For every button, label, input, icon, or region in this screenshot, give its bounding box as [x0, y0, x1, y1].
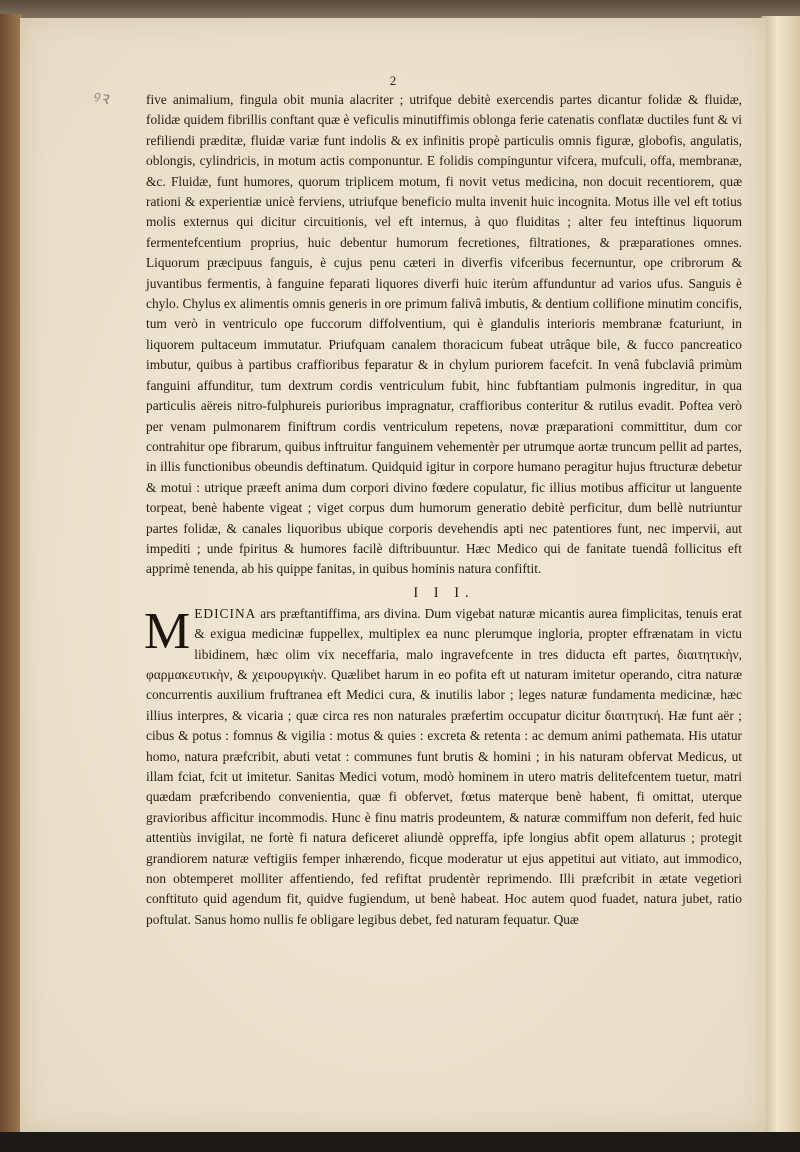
- book-page-stack: [760, 16, 800, 1136]
- book-page: [20, 18, 766, 1132]
- opening-word: EDICINA: [194, 605, 257, 621]
- margin-annotation: ꝰꝛ: [92, 88, 110, 108]
- book-spine-edge: [0, 14, 22, 1134]
- section-heading: I I I.: [413, 584, 475, 601]
- scan-bottom-border: [0, 1132, 800, 1152]
- paragraph-2-text: ars præftantiffima, ars divina. Dum vigebat naturæ micantis aurea fimplicitas, tenuis erat & exigua medicinæ fuppellex, multiplex ea nunc plerumque ingloria, propter effrænatam in victu libidinem, hæc olim vix neceffaria, malo ingravefcente in tres diducta eft partes, διαιτητικὴν, φαρμακευτικὴν, & χειρουργικὴν. Quælibet harum in eo pofita eft ut naturam imitetur operando, citra naturæ concurrentis auxilium fruftranea eft Medici cura, & inutilis labor ; leges naturæ fundamenta medicinæ, hæc illius interpres, & vicaria ; quæ circa res non naturales præfertim occupatur dicitur διαιτητική. Hæ funt aër ; cibus & potus : fomnus & vigilia : motus & quies : excreta & retenta : ac demum animi pathemata. His utatur homo, natura præfcribit, abuti vetat : communes funt brutis & homini ; in his naturam obfervat Medicus, ut illam fciat, fcit ut imitetur. Sanitas Medici votum, modò hominem in utero matris delitefcentem tuetur, matri quædam præfcribendo convenientia, quæ fi obfervet, fœtus materque benè habent, fi omittat, uterque gravioribus afficitur incommodis. Hunc è finu matris prodeuntem, & naturæ commiffum non deferit, fed huic attentiùs invigilat, ne fortè fi natura deficeret aliundè oppreffa, ipfe longius abfit opem allaturus ; protegit grandiorem naturæ veftigiis femper inhærendo, ficque moderatur ut ejus appetitui aut vitiato, aut immodico, non obtemperet molliter affentiendo, fed refiftat prudentèr reprimendo. Illi præfcribit in ætate vegetiori conftituto quid agendum fit, quidve fugiendum, ut benè habeat. Hoc autem quod fuadet, natura jubet, ratio poftulat. Sanus homo nullis fe obligare legibus debet, fed naturam fequatur. Quæ: [146, 605, 742, 927]
- page-number: 2: [389, 73, 397, 88]
- paragraph-1: five animalium, fingula obit munia alacriter ; utrifque debitè exercendis partes dicantur folidæ & fluidæ, folidæ quidem fibrillis conftant quæ è veficulis minutiffimis oblonga ferie catenatis conflatæ ductiles funt & vi refiliendi præditæ, fluidæ variæ funt indolis & ex infinitis propè particulis omnis figuræ, globofis, angulatis, oblongis, cylindricis, in motum actis componuntur. E folidis compinguntur vifcera, mufculi, offa, membranæ, &c. Fluidæ, funt humores, quorum triplicem motum, fi novit vetus medicina, non docuit recentiorem, quæ rationi & experientiæ unicè ferviens, utriufque beneficio multa invenit huic incognita. Motus ille vel eft totius molis externus qui dicitur circuitionis, vel eft internus, à quo fluiditas ; alter feu inteftinus liquorum fermentefcentium proprius, huic debentur humorum fecretiones, filtrationes, & præparationes omnes. Liquorum præcipuus fanguis, è cujus penu cæteri in diverfis vifceribus fecernuntur, ope cribrorum & juvantibus fermentis, à fanguine feparati liquores diverfi huic iterùm affunduntur ad varios ufus. Sanguis è chylo. Chylus ex alimentis omnis generis in ore primum falivâ imbutis, & dentium collifione minutim concifis, tum verò in ventriculo ope fuccorum diffolventium, qui è glandulis interioris membranæ fcaturiunt, in liquorem pultaceum immutatur. Priufquam canalem thoracicum fubeat utrâque bile, & fucco pancreatico imbutur, quibus à partibus craffioribus feparatur & in chylum puriorem facefcit. In venâ fubclaviâ primùm fanguini affunditur, tum dextrum cordis ventriculum fubit, hinc fubftantiam pulmonis ingreditur, in qua particulis aëreis nitro-fulphureis purioribus impragnatur, craffioribus conteritur & rutilus evadit. Poftea verò per venam pulmonarem finiftrum cordis ventriculum repetens, novæ præparationi committitur, dum cor contrahitur ope fibrarum, quibus inftruitur fanguinem vehementèr per utrumque aortæ truncum pellit ad partes, in illis functionibus obeundis deftinatum. Quidquid igitur in corpore humano peragitur hujus ftructuræ debetur & motui : utrique præeft anima dum corpori divino fœdere copulatur, fic illius motibus afficitur ut languente torpeat, benè habente vigeat ; viget corpus dum humorum generatio debitè perficitur, dum bellè nutriuntur partes folidæ, & canales liquoribus ubique corporis devehendis apti nec patentiores funt, nec impervii, aut impediti ; unde fpiritus & humores facilè diftribuuntur. Hæc Medico qui de fanitate tuendâ follicitus eft apprimè tenenda, ab his quippe fanitas, in quibus hominis natura confiftit.: [146, 92, 742, 577]
- page-text: [146, 90, 742, 930]
- paragraph-2: [146, 604, 742, 931]
- drop-capital: M: [144, 602, 191, 660]
